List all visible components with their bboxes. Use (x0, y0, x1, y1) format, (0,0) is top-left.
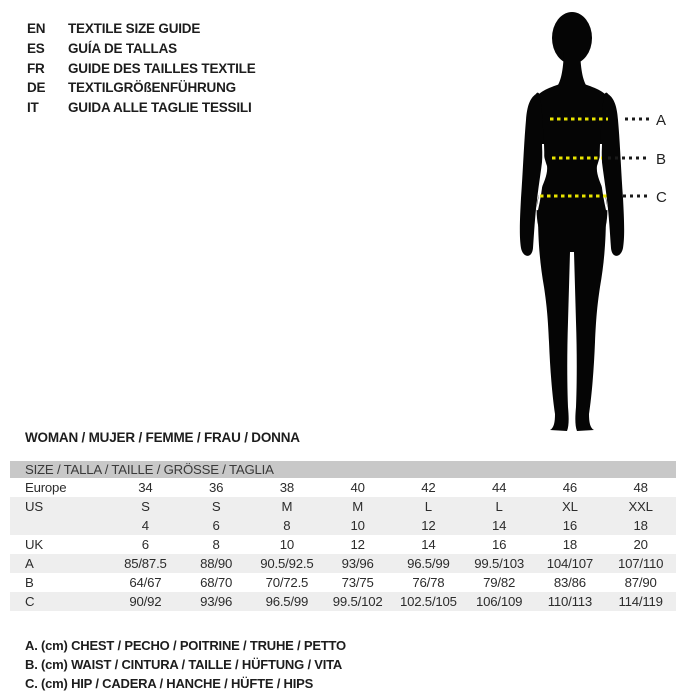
row-label: A (25, 556, 34, 571)
size-value: 70/72.5 (265, 575, 309, 590)
language-row-it (27, 98, 256, 118)
size-value: 16 (562, 518, 578, 533)
size-value: 10 (279, 537, 295, 552)
language-code: EN (27, 21, 46, 37)
size-value: 44 (491, 480, 507, 495)
size-value: L (495, 499, 503, 514)
size-value: M (352, 499, 364, 514)
row-label: UK (25, 537, 43, 552)
size-value: S (141, 499, 150, 514)
row-label: US (25, 499, 43, 514)
size-value: 107/110 (617, 556, 664, 571)
language-title: GUIDE DES TAILLES TEXTILE (68, 60, 256, 76)
measurement-legend (25, 636, 346, 693)
row-label: Europe (25, 480, 67, 495)
language-row-en (27, 19, 256, 39)
language-title: TEXTILE SIZE GUIDE (68, 21, 201, 37)
size-value: 20 (633, 537, 648, 552)
legend-line-hip: C. (cm) HIP / CADERA / HANCHE / HÜFTE / HIPS (25, 676, 314, 691)
size-value: M (281, 499, 293, 514)
size-value: 6 (212, 518, 220, 533)
language-row-de (27, 78, 256, 98)
waist-label: B (656, 151, 666, 168)
size-value: 46 (562, 480, 578, 495)
size-table-row-us-numeric (10, 516, 676, 535)
size-value: XXL (628, 499, 653, 514)
size-value: 79/82 (483, 575, 516, 590)
language-row-es (27, 39, 256, 59)
size-value: 16 (491, 537, 507, 552)
row-label (10, 516, 110, 535)
size-value: 85/87.5 (124, 556, 167, 571)
section-title-woman: WOMAN / MUJER / FEMME / FRAU / DONNA (25, 430, 300, 445)
size-value: 48 (633, 480, 648, 495)
size-value: 14 (421, 537, 436, 552)
chest-label: A (656, 112, 666, 129)
size-value: 12 (421, 518, 436, 533)
size-table-header: SIZE / TALLA / TAILLE / GRÖSSE / TAGLIA (10, 461, 676, 478)
size-value: 76/78 (412, 575, 445, 590)
size-value: 38 (279, 480, 295, 495)
size-table-row-uk (10, 535, 676, 554)
size-value: 96.5/99 (407, 556, 450, 571)
silhouette-svg (480, 2, 700, 442)
size-value: 88/90 (200, 556, 233, 571)
size-value: 68/70 (200, 575, 233, 590)
size-value: 93/96 (341, 556, 374, 571)
language-code: IT (27, 100, 39, 116)
size-value: 64/67 (129, 575, 162, 590)
size-value: 18 (633, 518, 648, 533)
size-table-row-b (10, 573, 676, 592)
language-code: DE (27, 80, 46, 96)
size-table (10, 461, 676, 611)
size-value: 4 (141, 518, 149, 533)
size-table-row-us (10, 497, 676, 516)
size-value: 8 (283, 518, 291, 533)
row-label: C (25, 594, 35, 609)
size-value: 93/96 (200, 594, 233, 609)
language-code: FR (27, 60, 45, 76)
language-title: GUÍA DE TALLAS (68, 41, 177, 57)
size-value: 8 (212, 537, 220, 552)
size-value: 102.5/105 (399, 594, 457, 609)
language-row-fr (27, 58, 256, 78)
row-label: B (25, 575, 34, 590)
size-value: 6 (141, 537, 149, 552)
size-table-body (10, 478, 676, 611)
size-value: 36 (208, 480, 224, 495)
size-value: 96.5/99 (265, 594, 309, 609)
language-title: TEXTILGRÖßENFÜHRUNG (68, 80, 236, 96)
size-value: 99.5/102 (332, 594, 383, 609)
legend-line-chest: A. (cm) CHEST / PECHO / POITRINE / TRUHE / PETTO (25, 638, 346, 653)
legend-line-waist: B. (cm) WAIST / CINTURA / TAILLE / HÜFTUNG / VITA (25, 657, 343, 672)
size-value: XL (562, 499, 578, 514)
size-value: 99.5/103 (474, 556, 524, 571)
size-value: 73/75 (341, 575, 374, 590)
hip-label: C (656, 189, 667, 206)
size-value: 42 (421, 480, 436, 495)
size-value: 14 (491, 518, 507, 533)
size-value: L (424, 499, 432, 514)
size-value: 12 (350, 537, 365, 552)
size-value: S (211, 499, 221, 514)
language-title: GUIDA ALLE TAGLIE TESSILI (68, 100, 252, 116)
size-value: 90.5/92.5 (260, 556, 314, 571)
size-value: 34 (138, 480, 153, 495)
size-value: 87/90 (624, 575, 657, 590)
size-table-row-europe (10, 478, 676, 497)
size-table-row-c (10, 592, 676, 611)
language-list (27, 19, 256, 117)
size-table-row-a (10, 554, 676, 573)
size-value: 106/109 (475, 594, 523, 609)
size-value: 114/119 (618, 594, 663, 609)
size-value: 110/113 (547, 594, 593, 609)
language-code: ES (27, 41, 45, 57)
size-value: 90/92 (129, 594, 162, 609)
size-value: 10 (350, 518, 365, 533)
size-value: 83/86 (553, 575, 586, 590)
size-value: 104/107 (546, 556, 594, 571)
size-value: 40 (350, 480, 365, 495)
woman-silhouette-figure (480, 2, 700, 442)
size-value: 18 (562, 537, 578, 552)
